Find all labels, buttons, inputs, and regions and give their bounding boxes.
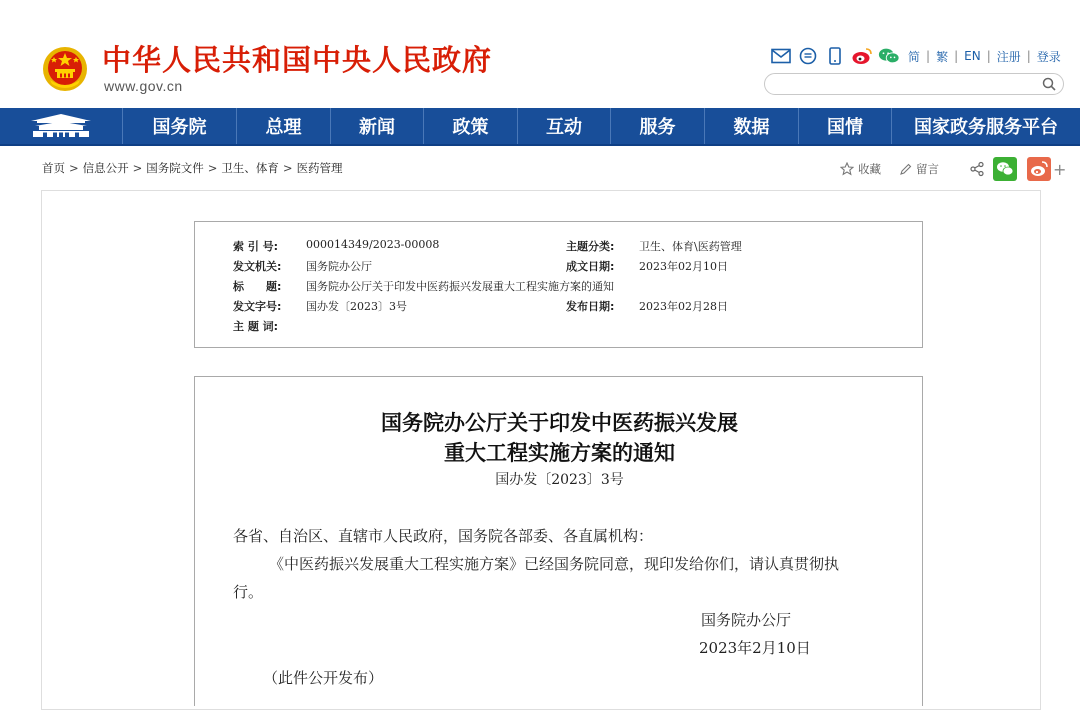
category-value: 卫生、体育\医药管理 (639, 240, 742, 253)
separator: | (1026, 49, 1031, 63)
star-icon (840, 162, 854, 176)
doc-number-label: 发文字号: (233, 300, 282, 313)
comment-label: 留言 (916, 162, 939, 176)
breadcrumb-separator: > (207, 161, 218, 175)
search-input[interactable] (777, 76, 1041, 94)
nav-fuwu[interactable]: 服务 (610, 108, 704, 144)
lang-english-link[interactable]: EN (964, 49, 981, 63)
separator: | (986, 49, 991, 63)
tiananmen-icon (29, 113, 93, 139)
written-date-label: 成文日期: (566, 260, 615, 273)
search-icon[interactable] (1041, 76, 1057, 92)
register-link[interactable]: 注册 (996, 49, 1021, 64)
breadcrumb-home[interactable]: 首页 (42, 161, 65, 175)
separator: | (926, 49, 931, 63)
document-number: 国办发〔2023〕3号 (495, 472, 624, 488)
nav-xinwen[interactable]: 新闻 (330, 108, 423, 144)
site-domain: www.gov.cn (104, 78, 183, 94)
document-metadata (194, 221, 923, 348)
nav-guoqing[interactable]: 国情 (798, 108, 891, 144)
site-header (0, 0, 1080, 108)
published-date-label: 发布日期: (566, 300, 615, 313)
nav-home[interactable] (0, 108, 122, 144)
nav-zongli[interactable]: 总理 (236, 108, 330, 144)
written-date-value: 2023年02月10日 (639, 260, 728, 273)
site-title[interactable]: 中华人民共和国中央人民政府 (102, 43, 493, 77)
mobile-icon[interactable] (824, 45, 846, 67)
document-date: 2023年2月10日 (699, 639, 811, 657)
breadcrumb-separator: > (69, 161, 79, 175)
nav-hudong[interactable]: 互动 (517, 108, 610, 144)
document-title-line1: 国务院办公厅关于印发中医药振兴发展 (381, 410, 738, 435)
breadcrumb (42, 160, 343, 176)
more-share-button[interactable]: + (1053, 159, 1067, 179)
document-title-line2: 重大工程实施方案的通知 (444, 440, 675, 465)
nav-shuju[interactable]: 数据 (704, 108, 798, 144)
breadcrumb-medicine-management[interactable]: 医药管理 (296, 161, 343, 175)
top-tools (770, 44, 1061, 68)
breadcrumb-health-sports[interactable]: 卫生、体育 (221, 161, 279, 175)
nav-zhengce[interactable]: 政策 (423, 108, 517, 144)
keywords-label: 主 题 词: (233, 320, 279, 333)
main-nav (0, 108, 1080, 146)
issuer-value: 国务院办公厅 (306, 260, 372, 273)
breadcrumb-separator: > (132, 161, 143, 175)
index-label: 索 引 号: (233, 240, 279, 253)
issuer-label: 发文机关: (233, 260, 282, 273)
page-tools (840, 156, 1066, 182)
share-weibo-icon[interactable] (1027, 157, 1051, 181)
favorite-button[interactable] (840, 161, 881, 177)
doc-number-value: 国办发〔2023〕3号 (306, 300, 407, 313)
title-label: 标 题: (233, 280, 282, 293)
document-body (194, 376, 923, 706)
breadcrumb-separator: > (282, 161, 293, 175)
comment-button[interactable] (899, 161, 939, 177)
login-link[interactable]: 登录 (1036, 49, 1061, 64)
document-body-line1: 《中医药振兴发展重大工程实施方案》已经国务院同意，现印发给你们，请认真贯彻执 (269, 555, 840, 573)
category-label: 主题分类: (566, 240, 615, 253)
nav-government-services[interactable]: 国家政务服务平台 (891, 108, 1080, 144)
favorite-label: 收藏 (858, 162, 881, 176)
title-value: 国务院办公厅关于印发中医药振兴发展重大工程实施方案的通知 (306, 280, 614, 293)
lang-simplified-link[interactable]: 简 (908, 49, 921, 64)
share-wechat-icon[interactable] (993, 157, 1017, 181)
separator: | (954, 49, 959, 63)
document-body-line2: 行。 (233, 583, 264, 601)
published-date-value: 2023年02月28日 (639, 300, 728, 313)
document-note: （此件公开发布） (263, 669, 384, 687)
pen-icon (899, 163, 912, 176)
search-box (764, 73, 1064, 95)
wechat-icon[interactable] (878, 45, 900, 67)
document-salutation: 各省、自治区、直辖市人民政府，国务院各部委、各直属机构： (233, 527, 654, 545)
share-icon[interactable] (969, 161, 985, 177)
lang-traditional-link[interactable]: 繁 (936, 49, 949, 64)
national-emblem-icon[interactable] (42, 46, 88, 92)
index-value: 000014349/2023-00008 (306, 238, 440, 251)
email-icon[interactable] (770, 45, 792, 67)
message-icon[interactable] (797, 45, 819, 67)
document-signature: 国务院办公厅 (701, 611, 792, 629)
breadcrumb-info-disclosure[interactable]: 信息公开 (82, 161, 129, 175)
nav-guowuyuan[interactable]: 国务院 (122, 108, 236, 144)
breadcrumb-state-council-docs[interactable]: 国务院文件 (146, 161, 204, 175)
weibo-icon[interactable] (851, 45, 873, 67)
